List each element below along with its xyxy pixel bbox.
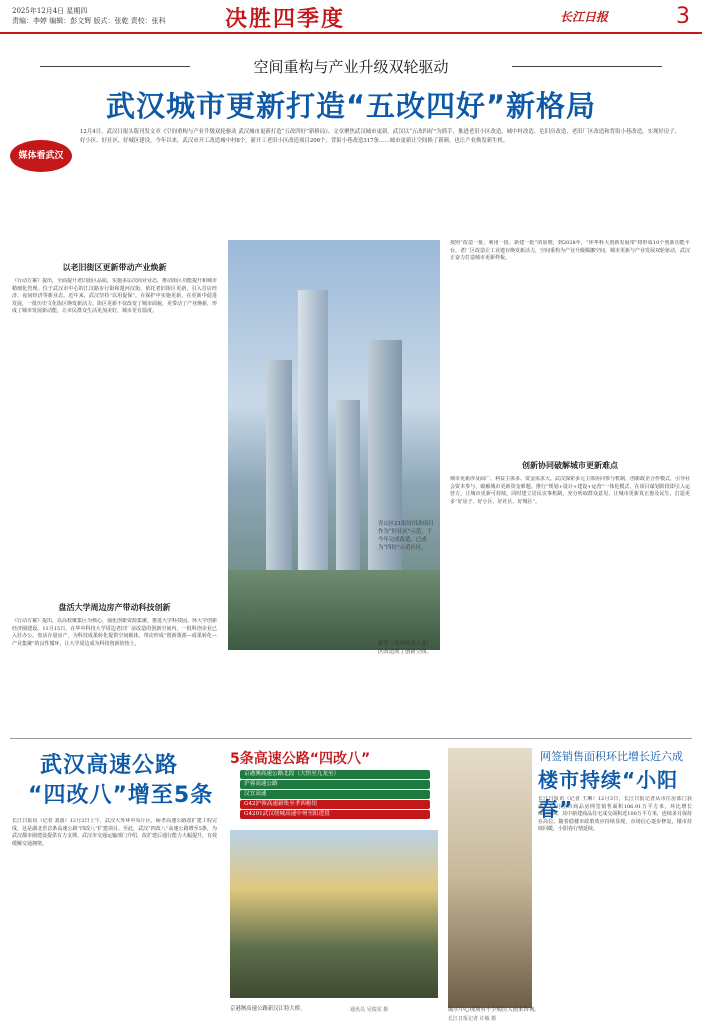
subhead-1: 以老旧街区更新带动产业焕新: [62, 263, 167, 272]
body-col-3: 按照“改造一批、利用一批、新建一批”的原则，到2028年，“环华科大创新发展带”将形成10个创新功能平台。老厂区改造让工业遗存焕发新活力，空间重构为产业升级腾挪空间，城市更新与产业发展双轮驱动，武汉正奋力打造城市更新样板。: [450, 240, 690, 262]
right-story-body: 长江日报讯（记者 王琳）12月3日，长江日报记者从市住房部门获悉，11月全市商品房网签销售面积106.91万平方米，环比增长56.99%，其中新建商品住宅成交面积近100万平方米，连续多月保持在高位。随着稳楼市政策效应持续显现，市场信心逐步修复，楼市持续回暖，小阳春行情延续。: [538, 796, 692, 833]
subhead-2: 盘活大学周边房产带动科技创新: [58, 603, 171, 612]
photo-caption-second: 紧邻三环线的老工业厂区改造成了创新空间。: [378, 641, 432, 655]
page-number: 3: [676, 4, 690, 29]
photo-caption-main: 青山区21街坊旧改项目作为“好社区”示范，于今年完成改造，已成为“四好”示范社区。: [378, 521, 434, 551]
left-story-title-1: 武汉高速公路: [40, 753, 179, 778]
sales-caption: 展示中心现场有不少购房人前来咨询。: [448, 1007, 540, 1013]
route-item-3: 汉宜高速: [240, 790, 430, 799]
route-item-2: 沪蓉高速公路: [240, 780, 430, 789]
main-kicker: 空间重构与产业升级双轮驱动: [253, 58, 449, 76]
subhead-3: 创新协同破解城市更新难点: [522, 461, 618, 470]
section-divider: [10, 738, 692, 739]
section-title: 决胜四季度: [225, 7, 346, 32]
main-headline: 武汉城市更新打造“五改四好”新格局: [105, 89, 597, 123]
body-col-2: 《行动方案》提出，以高校聚集区为核心，强化创新资源集聚，推进大学科技园、环大学创新经济圈建设。11月15日，在华中科技大学周边老旧厂房改造的创新空间内，一批科创企业已入驻办公。盘活存量房产，为科技成果转化提供空间载体，带动形成“创新策源—成果转化—产业集聚”的良性循环，让大学周边成为科技创新的热土。: [12, 618, 217, 647]
body-col-4: 城市更新涉及面广、利益主体多、资金需求大。武汉探索多元主体协同参与机制，创新政企合作模式，引导社会资本参与，破解城市更新资金难题。推行“规划+设计+建设+运营”一体化模式，在项目谋划阶段即引入运营方，让城市更新可持续。同时建立居民议事机制，充分听取群众意见，让城市更新真正惠及民生，打造更多“好房子、好小区、好社区、好城区”。: [450, 476, 690, 505]
bridge-caption: 京港澳高速公路新汉江特大桥。: [230, 1006, 306, 1012]
route-item-1: 京港澳高速公路北段（大悟至九龙至）: [240, 770, 430, 779]
lead-paragraph: 12月4日，武汉日报头版刊发文章《空间重构与产业升级双轮驱动 武汉城市更新打造“五改四好”新格局》。文章聚焦武汉城市更新。武汉以“五改四好”为抓手，推进老旧小区改造、城中村改造、危旧房改造、老旧厂区改造和背街小巷改造，实现好房子、好小区、好社区、好城区建设。今年以来，武汉市开工改造城中村8个，新开工老旧小区改造项目206个，背街小巷改造317条……城市更新让空间换了新颜，也让产业焕发新生机。: [80, 129, 680, 144]
editor-credits: 责编：李婷 编辑：彭文辉 版式：张乾 责校：张科: [12, 17, 166, 25]
sales-credit: 长江日报记者 许敏 摄: [448, 1016, 497, 1022]
main-photo: [228, 240, 440, 650]
route-item-5: G4201武汉绕城高速中州至阳逻段: [240, 810, 430, 819]
bridge-photo: [230, 830, 438, 998]
issue-date: 2025年12月4日 星期四: [12, 7, 88, 15]
right-story-title: 楼市持续“小阳春”: [538, 768, 679, 821]
left-story-body: 长江日报讯（记者 刘波）12月2日上午，武汉大外环中央片区，硚孝高速公路改扩建工程完成，这是湖北省首条高速公路“四改八”扩建项目。至此，武汉“四改八”高速公路增至5条，为武汉都市圈建设提供有力支撑。武汉市交通运输部门介绍，改扩建后通行能力大幅提升，有效缓解交通拥堵。: [12, 818, 217, 847]
media-badge: 媒体看武汉: [10, 140, 72, 172]
sales-photo: [448, 748, 532, 1008]
left-story-title-2: “四改八”增至5条: [28, 783, 214, 808]
route-list: [240, 770, 430, 820]
route-item-4: G42沪蓉高速新集至孝西枢纽: [240, 800, 430, 809]
bridge-credit: 通讯员 吴瑞雯 摄: [350, 1007, 389, 1013]
right-story-kicker: 网签销售面积环比增长近六成: [540, 750, 683, 763]
newspaper-logo: 长江日报: [560, 10, 609, 24]
body-col-1: 《行动方案》提出，全面提升老旧街区品质，实施多层次商业业态，推动街区功能提升和城市精细化管理。位于武汉市中心的江汉路步行街和楚河汉街，依托老旧街区更新，引入首店经济、夜间经济等新业态。近年来，武汉坚持“以用促保”，在保护中实施更新，在更新中促进发展，一批历史文化街区焕发新活力。街区更新不仅改变了城市面貌，更带动了产业焕新，形成了城市发展新动能，让市民群众生活更加美好，城市更有温度。: [12, 278, 217, 315]
route-box-title: 5条高速公路“四改八”: [230, 751, 371, 767]
